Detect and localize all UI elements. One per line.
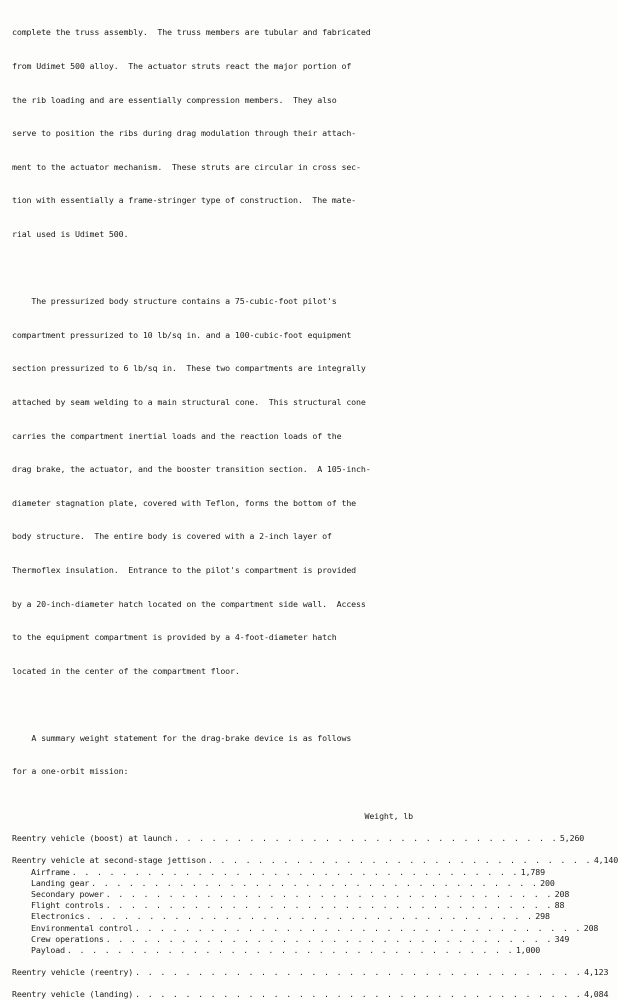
row-label: Landing gear [31, 877, 90, 888]
leader-dots: . . . . . . . . . . . . . . . . . . . . . . . . . . . . . . . . . . . . [105, 933, 553, 944]
text-line: Thermoflex insulation. Entrance to the pilot's compartment is provided [12, 564, 357, 575]
text-line: A summary weight statement for the drag-brake device is as follows [12, 732, 352, 743]
row-label: Payload [31, 944, 65, 955]
table-row [12, 866, 545, 878]
table-row [12, 877, 555, 889]
row-value: 208 [583, 922, 599, 933]
text-line: The pressurized body structure contains a 75-cubic-foot pilot's [12, 296, 337, 307]
leader-dots: . . . . . . . . . . . . . . . . . . . . . . . . . . . . . . . . . . . . [105, 900, 553, 911]
row-value: 4,123 [584, 967, 609, 978]
leader-dots: . . . . . . . . . . . . . . . . . . . . . . . . . . . . . . . . . . . . [66, 944, 514, 955]
paragraph-body-structure [12, 274, 413, 700]
row-value: 200 [540, 877, 555, 888]
table-row [12, 989, 609, 1000]
spacer [12, 699, 413, 710]
leader-dots: . . . . . . . . . . . . . . . . . . . . . . . . . . . . . . . . . . . . [134, 922, 582, 933]
text-line: diameter stagnation plate, covered with Teflon, forms the bottom of the [12, 497, 357, 508]
text-line: body structure. The entire body is covered with a 2-inch layer of [12, 531, 332, 542]
text-line: to the equipment compartment is provided by a 4-foot-diameter hatch [12, 632, 337, 643]
table-row [12, 967, 609, 978]
spacer [12, 844, 413, 855]
weight-table [12, 811, 618, 1000]
row-label: Environmental control [31, 922, 133, 933]
table-row [12, 900, 565, 911]
text-line: section pressurized to 6 lb/sq in. These two compartments are integrally [12, 363, 366, 374]
text-line: located in the center of the compartment floor. [12, 665, 240, 676]
paragraph-truss [12, 5, 413, 263]
row-label: Reentry vehicle (boost) at launch [12, 833, 172, 844]
row-label: Airframe [31, 866, 70, 877]
leader-dots: . . . . . . . . . . . . . . . . . . . . . . . . . . . . . . . . . . . . [105, 888, 553, 899]
text-line: carries the compartment inertial loads and the reaction loads of the [12, 430, 342, 441]
text-line: drag brake, the actuator, and the booster transition section. A 105-inch- [12, 464, 371, 475]
leader-dots: . . . . . . . . . . . . . . . . . . . . . . . . . . . . . . . [207, 855, 592, 866]
row-value: 5,260 [559, 833, 585, 844]
table-row [12, 944, 541, 956]
weight-table-header [12, 811, 413, 822]
text-line: compartment pressurized to 10 lb/sq in. and a 100-cubic-foot equipment [12, 329, 352, 340]
text-line: attached by seam welding to a main structural cone. This structural cone [12, 396, 366, 407]
leader-dots: . . . . . . . . . . . . . . . . . . . . . . . . . . . . . . . . . . . . [135, 989, 583, 1000]
row-value: 4,084 [584, 989, 609, 1000]
row-value: 208 [554, 888, 570, 899]
table-row [12, 833, 585, 844]
text-line: by a 20-inch-diameter hatch located on the compartment side wall. Access [12, 598, 366, 609]
text-line: the rib loading and are essentially compression members. They also [12, 94, 337, 105]
leader-dots: . . . . . . . . . . . . . . . . . . . . . . . . . . . . . . . . . . . . [135, 967, 583, 978]
table-row [12, 911, 550, 922]
row-value: 4,140 [593, 855, 618, 866]
row-label: Crew operations [31, 933, 104, 944]
text-line: serve to position the ribs during drag modulation through their attach- [12, 128, 357, 139]
text-line: from Udimet 500 alloy. The actuator struts react the major portion of [12, 61, 352, 72]
leader-dots: . . . . . . . . . . . . . . . . . . . . . . . . . . . . . . . . . . . . [86, 911, 534, 922]
spacer [12, 800, 413, 811]
table-row [12, 922, 599, 934]
spacer [12, 822, 413, 833]
leader-dots: . . . . . . . . . . . . . . . . . . . . . . . . . . . . . . . . . . . . [71, 866, 519, 877]
row-label: Reentry vehicle (reentry) [12, 967, 134, 978]
spacer [12, 263, 413, 274]
text-line: rial used is Udimet 500. [12, 229, 129, 240]
row-value: 88 [554, 900, 565, 911]
paragraph-summary-intro [12, 710, 413, 800]
row-label: Secondary power [31, 888, 104, 899]
row-value: 298 [535, 911, 550, 922]
leader-dots: . . . . . . . . . . . . . . . . . . . . . . . . . . . . . . . [173, 833, 558, 844]
table-row [12, 888, 570, 900]
text-line: for a one-orbit mission: [12, 766, 129, 777]
row-value: 349 [554, 933, 570, 944]
weight-column-header: Weight, lb [364, 811, 413, 822]
table-row [12, 933, 570, 945]
row-label: Reentry vehicle at second-stage jettison [12, 855, 206, 866]
row-label: Flight controls [31, 900, 104, 911]
text-line: tion with essentially a frame-stringer type of construction. The mate- [12, 195, 357, 206]
leader-dots: . . . . . . . . . . . . . . . . . . . . . . . . . . . . . . . . . . . . [91, 877, 539, 888]
text-line: complete the truss assembly. The truss members are tubular and fabricated [12, 27, 371, 38]
row-value: 1,789 [520, 866, 545, 877]
text-line: ment to the actuator mechanism. These struts are circular in cross sec- [12, 161, 361, 172]
spacer [12, 956, 413, 967]
spacer [12, 978, 413, 989]
row-label: Reentry vehicle (landing) [12, 989, 134, 1000]
row-value: 1,000 [515, 944, 541, 955]
table-row [12, 855, 618, 866]
row-label: Electronics [31, 911, 85, 922]
